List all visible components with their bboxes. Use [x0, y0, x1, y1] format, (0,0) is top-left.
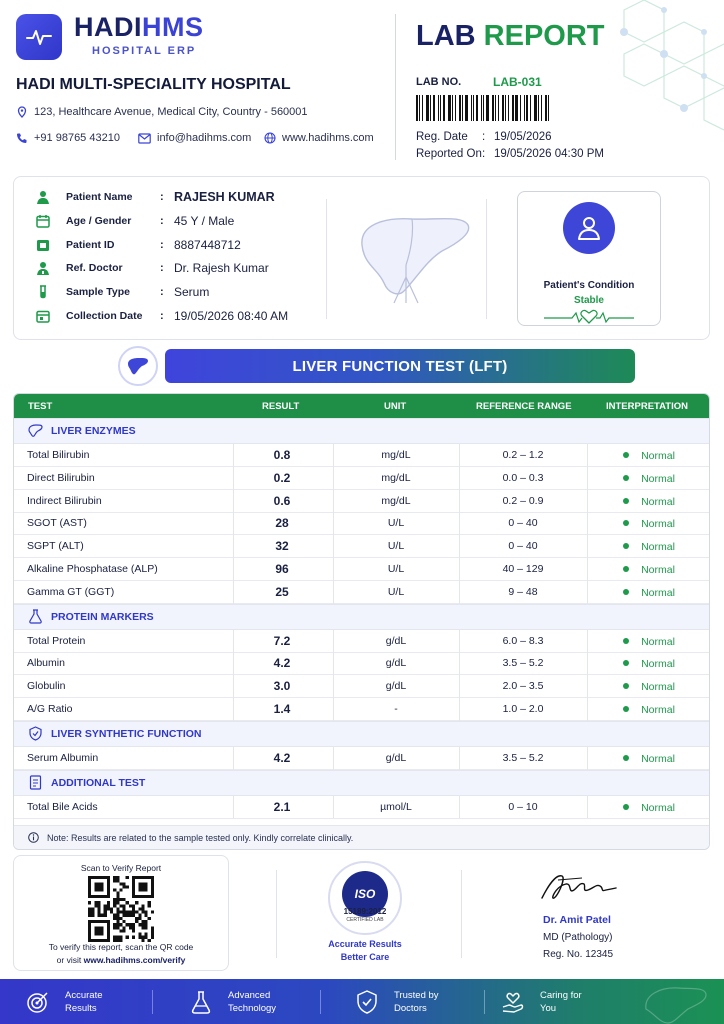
cell-result: 7.2: [273, 633, 291, 648]
barcode-bar: [440, 95, 441, 121]
interpretation-text: Normal: [641, 635, 675, 648]
note-text: Note: Results are related to the sample tested only. Kindly correlate clinically.: [47, 832, 354, 843]
shield-check-icon: [356, 990, 378, 1014]
barcode-bar: [548, 95, 549, 121]
band-divider: [320, 990, 321, 1014]
liver-illustration: [354, 207, 474, 307]
liver-icon: [126, 356, 150, 376]
column-divider: [233, 796, 234, 819]
reg-date-row: Reg. Date : 19/05/2026: [416, 131, 552, 143]
barcode-bar: [498, 95, 499, 121]
feature-line-1: Accurate: [65, 989, 103, 1001]
table-row: [14, 558, 709, 581]
cell-result: 96: [275, 562, 289, 576]
calendar-check-icon: [36, 309, 50, 323]
cell-unit: g/dL: [385, 680, 407, 693]
header-test: TEST: [28, 401, 53, 412]
cell-unit: -: [394, 703, 398, 715]
patient-field-label: Patient Name: [66, 191, 133, 203]
barcode-bar: [452, 95, 453, 121]
barcode-bar: [419, 95, 420, 121]
hospital-website[interactable]: [264, 132, 374, 144]
cell-test: Indirect Bilirubin: [27, 494, 102, 507]
brand-name: HADIHMS: [74, 12, 204, 42]
lab-no-value: LAB-031: [493, 75, 542, 89]
table-row: [14, 675, 709, 698]
doctor-qualification: MD (Pathology): [543, 932, 613, 943]
verify-link[interactable]: www.hadihms.com/verify: [83, 955, 186, 965]
cell-result: 25: [275, 584, 289, 599]
verify-line-1: To verify this report, scan the QR code: [48, 942, 194, 952]
liver-badge: [118, 346, 158, 386]
cell-reference-range: 0 – 40: [508, 540, 538, 553]
location-pin-icon: [16, 106, 28, 118]
colon: :: [160, 215, 164, 227]
barcode-bar: [545, 95, 547, 121]
reported-on-row: Reported On: 19/05/2026 04:30 PM: [416, 148, 604, 160]
doctor-reg-no: Reg. No. 12345: [543, 949, 614, 960]
qr-code[interactable]: [88, 876, 154, 942]
doctor-name: Dr. Amit Patel: [543, 914, 611, 926]
cell-interpretation: [588, 704, 710, 716]
barcode-bar: [512, 95, 514, 121]
patient-field-label: Collection Date: [66, 310, 143, 322]
barcode-bar: [486, 95, 489, 121]
barcode-bar: [520, 95, 521, 121]
verify-box: [13, 855, 229, 971]
cell-test: Globulin: [27, 680, 66, 693]
feature-trusted-by-doctors: [354, 979, 439, 1024]
barcode-bar: [524, 95, 525, 121]
cell-test: Serum Albumin: [27, 751, 99, 764]
test-tube-icon: [36, 285, 50, 299]
barcode-bar: [448, 95, 451, 121]
barcode-bar: [526, 95, 528, 121]
interpretation-text: Normal: [641, 472, 675, 485]
cell-reference-range: 3.5 – 5.2: [502, 657, 544, 670]
barcode-bar: [508, 95, 509, 121]
patient-field-value: RAJESH KUMAR: [174, 190, 275, 204]
column-divider: [233, 444, 234, 604]
column-divider: [587, 747, 588, 770]
status-dot: [623, 755, 629, 761]
column-divider: [233, 630, 234, 721]
barcode-bar: [534, 95, 537, 121]
interpretation-text: Normal: [641, 704, 675, 716]
cell-interpretation: [588, 564, 710, 576]
iso-certified: CERTIFIED LAB: [346, 917, 384, 923]
cell-unit: µmol/L: [380, 800, 412, 813]
cell-result: 4.2: [273, 750, 291, 765]
cell-test: Total Protein: [27, 634, 86, 647]
section-title: LIVER ENZYMES: [51, 425, 136, 437]
barcode-bar: [455, 95, 456, 121]
status-dot: [623, 498, 629, 504]
column-divider: [333, 444, 334, 604]
interpretation-text: Normal: [641, 564, 675, 576]
cell-result: 0.6: [273, 493, 291, 508]
interpretation-text: Normal: [641, 681, 675, 694]
section-title: LIVER SYNTHETIC FUNCTION: [51, 727, 202, 740]
reported-on-value: 19/05/2026 04:30 PM: [494, 148, 604, 160]
table-row: [14, 512, 709, 535]
card-divider: [486, 199, 487, 319]
cell-interpretation: [588, 496, 710, 508]
brand-logo: [16, 14, 62, 60]
phone-icon: [16, 132, 28, 144]
verify-line-2: or visit www.hadihms.com/verify: [56, 955, 186, 965]
id-card-icon: [36, 238, 50, 252]
report-title: LAB REPORT: [416, 20, 605, 52]
patient-info-card: [13, 176, 710, 340]
iso-caption-line-2: Better Care: [340, 952, 390, 962]
mail-icon: [138, 133, 151, 144]
column-divider: [333, 747, 334, 770]
doctor-signature: [538, 866, 618, 906]
table-row: [14, 652, 709, 675]
shield-icon: [28, 726, 43, 741]
barcode-bar: [502, 95, 504, 121]
phone-text: +91 98765 43210: [34, 132, 120, 144]
colon: :: [160, 262, 164, 274]
flask-icon: [28, 609, 43, 624]
patient-condition-box: [517, 191, 661, 326]
condition-title: Patient's Condition: [543, 280, 635, 291]
table-section-header: [14, 770, 709, 796]
barcode-bar: [495, 95, 496, 121]
cell-reference-range: 3.5 – 5.2: [502, 751, 544, 764]
interpretation-text: Normal: [641, 658, 675, 671]
footer-divider: [276, 870, 277, 958]
barcode-bar: [505, 95, 506, 121]
patient-field-value: Serum: [174, 285, 210, 299]
brand-subtitle: HOSPITAL ERP: [92, 45, 197, 57]
cell-interpretation: [588, 681, 710, 693]
colon: :: [160, 191, 164, 203]
cell-reference-range: 1.0 – 2.0: [502, 703, 544, 715]
footer-divider: [461, 870, 462, 958]
cell-interpretation: [588, 541, 710, 553]
barcode-bar: [465, 95, 468, 121]
column-divider: [459, 796, 460, 819]
feature-accurate-results: [25, 979, 103, 1024]
colon: :: [160, 310, 164, 322]
iso-number: 15189:2012: [343, 907, 387, 916]
cell-interpretation: [588, 658, 710, 670]
flask-icon: [190, 990, 212, 1014]
feature-line-1: Trusted by: [394, 989, 439, 1001]
cell-test: Direct Bilirubin: [27, 471, 95, 484]
feature-line-1: Advanced: [228, 989, 271, 1001]
interpretation-text: Normal: [641, 541, 675, 554]
patient-field-row: [36, 259, 269, 277]
info-icon: [28, 832, 39, 843]
cell-reference-range: 40 – 129: [502, 563, 544, 575]
card-divider: [326, 199, 327, 319]
cell-test: Gamma GT (GGT): [27, 585, 115, 598]
interpretation-text: Normal: [641, 801, 675, 814]
column-divider: [233, 747, 234, 770]
address-text: 123, Healthcare Avenue, Medical City, Country - 560001: [34, 106, 308, 118]
table-section-header: [14, 604, 709, 630]
cell-interpretation: [588, 450, 710, 462]
cell-unit: g/dL: [385, 634, 407, 647]
column-divider: [587, 630, 588, 721]
table-header: [14, 394, 709, 418]
patient-field-label: Patient ID: [66, 239, 115, 251]
doctor-icon: [36, 261, 50, 275]
table-row: [14, 490, 709, 513]
cell-test: A/G Ratio: [27, 703, 73, 715]
cell-test: SGOT (AST): [27, 517, 87, 530]
cell-result: 0.8: [273, 448, 291, 462]
status-dot: [623, 660, 629, 666]
globe-icon: [264, 132, 276, 144]
lab-no-label: LAB NO.: [416, 76, 462, 88]
cell-reference-range: 0.2 – 0.9: [502, 494, 544, 507]
patient-field-value: Dr. Rajesh Kumar: [174, 261, 269, 275]
interpretation-text: Normal: [641, 586, 675, 599]
barcode-bar: [538, 95, 539, 121]
header-divider: [395, 14, 396, 160]
document-icon: [28, 775, 43, 790]
patient-field-value: 45 Y / Male: [174, 214, 235, 228]
table-row: [14, 581, 709, 604]
cell-result: 28: [275, 516, 289, 531]
header-result: RESULT: [262, 401, 300, 412]
barcode-bar: [462, 95, 463, 121]
target-icon: [26, 990, 50, 1014]
verify-instructions: [14, 941, 228, 967]
cell-unit: mg/dL: [381, 471, 411, 484]
cell-result: 32: [275, 539, 289, 554]
table-row: [14, 747, 709, 770]
hospital-email[interactable]: [138, 132, 251, 144]
column-divider: [459, 630, 460, 721]
hospital-name: HADI MULTI-SPECIALITY HOSPITAL: [16, 76, 291, 93]
cell-unit: g/dL: [385, 751, 407, 764]
status-dot: [623, 452, 629, 458]
cell-test: Albumin: [27, 657, 65, 670]
colon: :: [160, 239, 164, 251]
condition-status: Stable: [573, 295, 604, 306]
interpretation-text: Normal: [641, 518, 675, 531]
feature-line-2: Doctors: [394, 1002, 427, 1014]
liver-icon: [28, 424, 43, 439]
cell-reference-range: 6.0 – 8.3: [502, 634, 544, 647]
status-dot: [623, 589, 629, 595]
patient-field-row: [36, 212, 234, 230]
cell-unit: U/L: [387, 563, 405, 575]
barcode-bar: [541, 95, 542, 121]
barcode-bar: [416, 95, 418, 121]
reported-on-label: Reported On: [416, 148, 482, 160]
heartbeat-icon: [26, 27, 52, 47]
column-divider: [587, 796, 588, 819]
cell-unit: U/L: [387, 517, 405, 530]
table-row: [14, 467, 709, 490]
cell-unit: U/L: [387, 540, 405, 553]
barcode-bar: [492, 95, 494, 121]
heart-hand-icon: [501, 990, 525, 1014]
interpretation-text: Normal: [641, 752, 675, 765]
patient-field-value: 19/05/2026 08:40 AM: [174, 309, 289, 323]
patient-field-label: Ref. Doctor: [66, 262, 123, 274]
cell-unit: U/L: [387, 585, 405, 598]
calendar-icon: [36, 214, 50, 228]
heart-pulse-icon: [544, 308, 634, 326]
column-divider: [333, 796, 334, 819]
liver-watermark-icon: [640, 979, 710, 1024]
feature-line-2: Technology: [228, 1002, 277, 1014]
table-row: [14, 535, 709, 558]
cell-reference-range: 0 – 10: [508, 800, 538, 813]
cell-test: Total Bilirubin: [27, 449, 90, 461]
iso-caption-line-1: Accurate Results: [328, 939, 402, 949]
column-divider: [459, 444, 460, 604]
table-row: [14, 698, 709, 721]
cell-test: SGPT (ALT): [27, 540, 84, 553]
status-dot: [623, 520, 629, 526]
colon: :: [160, 286, 164, 298]
verify-title: Scan to Verify Report: [80, 863, 162, 873]
iso-caption: [316, 938, 414, 964]
hexagon-pattern-decoration: [584, 0, 724, 160]
patient-field-row: [36, 188, 275, 206]
cell-test: Total Bile Acids: [27, 800, 98, 813]
barcode-bar: [515, 95, 518, 121]
cell-interpretation: [588, 587, 710, 599]
status-dot: [623, 475, 629, 481]
cell-result: 2.1: [273, 799, 291, 814]
interpretation-text: Normal: [641, 450, 675, 462]
barcode: [416, 95, 553, 121]
barcode-bar: [433, 95, 435, 121]
status-dot: [623, 683, 629, 689]
patient-field-row: [36, 236, 241, 254]
column-divider: [587, 444, 588, 604]
barcode-bar: [483, 95, 484, 121]
cell-reference-range: 0.2 – 1.2: [502, 449, 544, 461]
header-interpretation: INTERPRETATION: [606, 401, 688, 412]
cell-interpretation: [588, 753, 710, 765]
header-unit: UNIT: [384, 401, 407, 412]
reg-date-label: Reg. Date: [416, 131, 468, 143]
cell-unit: g/dL: [385, 657, 407, 670]
feature-line-1: Caring for: [540, 989, 582, 1001]
cell-test: Alkaline Phosphatase (ALP): [27, 563, 158, 575]
cell-result: 1.4: [273, 702, 291, 716]
report-header: [0, 0, 724, 172]
iso-logo: ISO: [342, 871, 388, 917]
email-text: info@hadihms.com: [157, 132, 252, 144]
barcode-bar: [443, 95, 445, 121]
band-divider: [484, 990, 485, 1014]
barcode-bar: [422, 95, 423, 121]
cell-unit: mg/dL: [381, 449, 411, 461]
user-circle-icon: [575, 214, 603, 242]
cell-reference-range: 9 – 48: [508, 585, 538, 598]
results-table: [13, 393, 710, 850]
section-title: PROTEIN MARKERS: [51, 610, 154, 623]
barcode-bar: [459, 95, 461, 121]
test-title-banner: LIVER FUNCTION TEST (LFT): [165, 349, 635, 383]
feature-advanced-technology: [188, 979, 276, 1024]
table-row: [14, 444, 709, 467]
column-divider: [333, 630, 334, 721]
cell-interpretation: [588, 518, 710, 530]
iso-badge: [328, 861, 402, 935]
section-title: ADDITIONAL TEST: [51, 776, 146, 789]
table-row: [14, 796, 709, 819]
status-dot: [623, 706, 629, 712]
status-dot: [623, 804, 629, 810]
barcode-bar: [438, 95, 439, 121]
cell-reference-range: 0.0 – 0.3: [502, 471, 544, 484]
table-row: [14, 630, 709, 653]
status-dot: [623, 638, 629, 644]
cell-unit: mg/dL: [381, 494, 411, 507]
website-text: www.hadihms.com: [282, 132, 374, 144]
patient-field-value: 8887448712: [174, 238, 241, 252]
feature-line-2: Results: [65, 1002, 97, 1014]
cell-result: 4.2: [273, 656, 291, 671]
table-section-header: [14, 721, 709, 747]
feature-caring-for-you: [500, 979, 582, 1024]
table-note: [14, 825, 709, 849]
patient-field-row: [36, 307, 288, 325]
hospital-phone: [16, 132, 120, 144]
reg-date-value: 19/05/2026: [494, 131, 552, 143]
interpretation-text: Normal: [641, 495, 675, 508]
barcode-bar: [471, 95, 472, 121]
cell-interpretation: [588, 802, 710, 814]
patient-field-row: [36, 283, 209, 301]
table-section-header: [14, 418, 709, 444]
barcode-bar: [473, 95, 474, 121]
band-divider: [152, 990, 153, 1014]
cell-reference-range: 2.0 – 3.5: [502, 680, 544, 693]
hospital-address: [16, 106, 308, 118]
barcode-bar: [476, 95, 478, 121]
cell-interpretation: [588, 636, 710, 648]
cell-result: 0.2: [273, 470, 291, 485]
column-divider: [459, 747, 460, 770]
feature-line-2: You: [540, 1002, 557, 1014]
cell-reference-range: 0 – 40: [508, 517, 538, 530]
patient-field-label: Age / Gender: [66, 215, 132, 227]
status-dot: [623, 566, 629, 572]
header-reference-range: REFERENCE RANGE: [476, 401, 572, 412]
patient-field-label: Sample Type: [66, 286, 130, 298]
features-band: [0, 979, 724, 1024]
patient-avatar: [563, 202, 615, 254]
cell-result: 3.0: [273, 679, 291, 694]
cell-interpretation: [588, 473, 710, 485]
user-icon: [36, 190, 50, 204]
barcode-bar: [530, 95, 531, 121]
barcode-bar: [430, 95, 431, 121]
barcode-bar: [481, 95, 482, 121]
barcode-bar: [426, 95, 429, 121]
status-dot: [623, 543, 629, 549]
